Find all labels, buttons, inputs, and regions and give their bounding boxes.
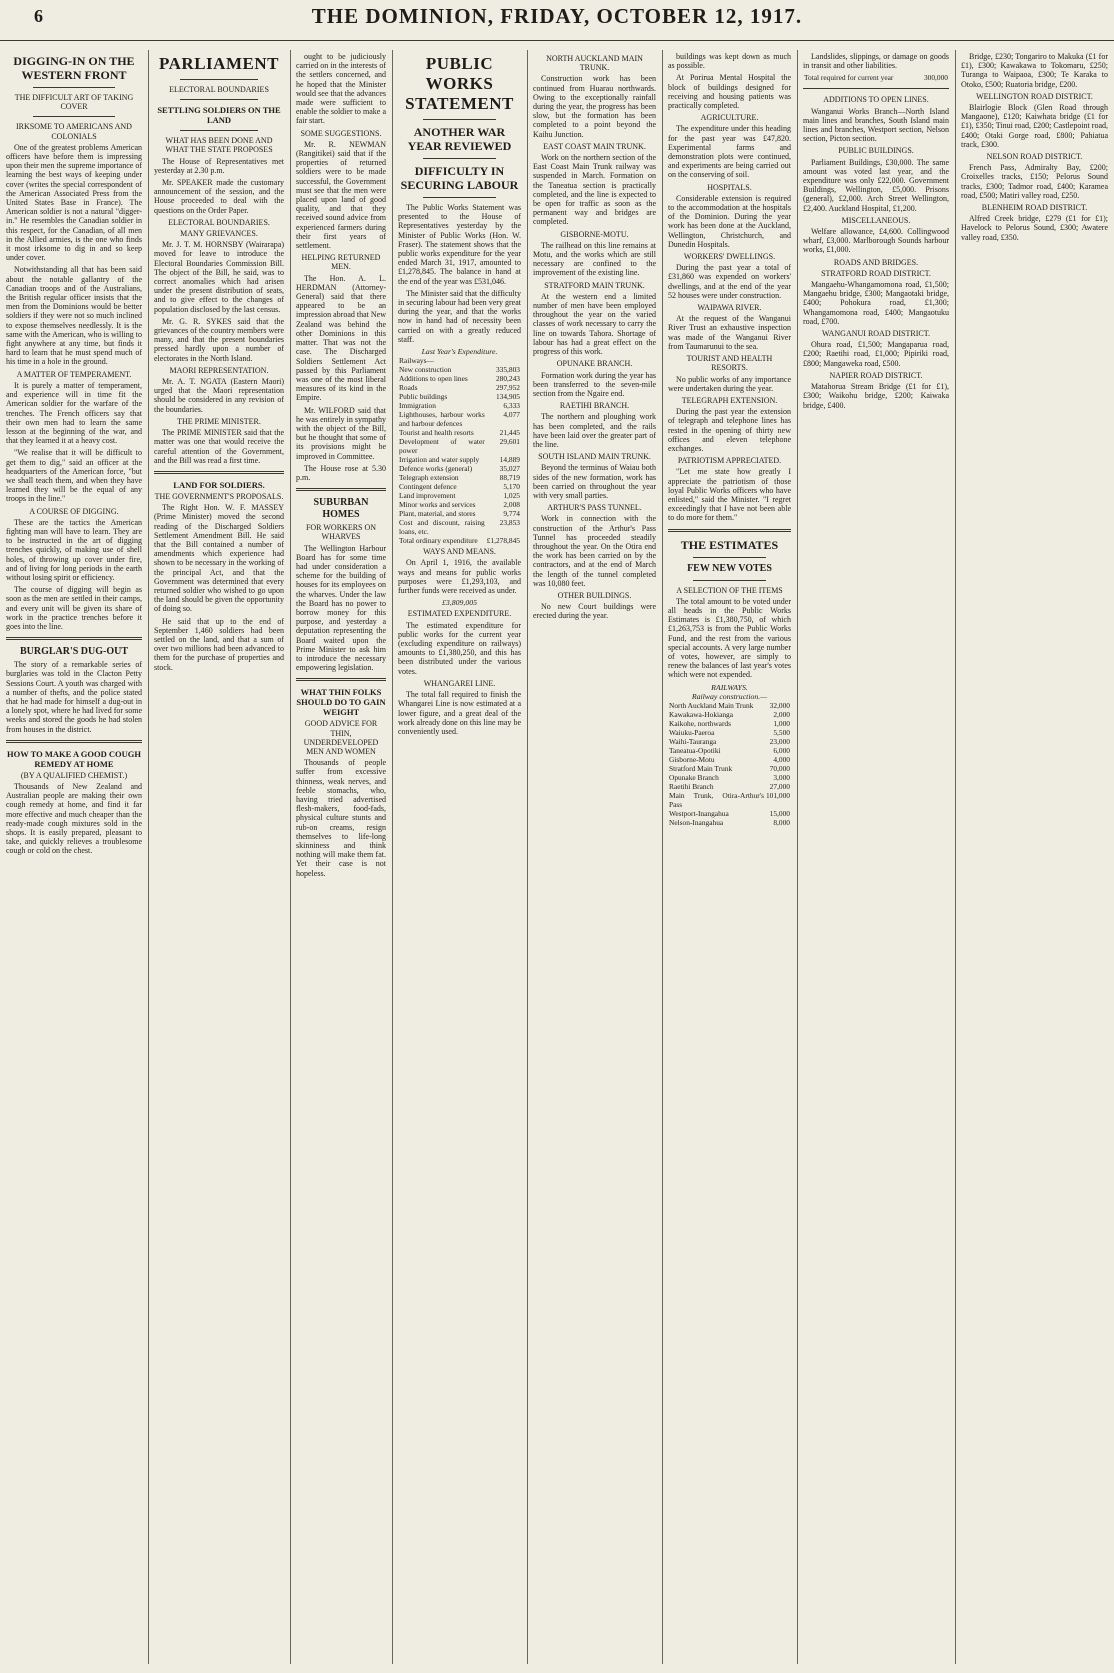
item-amount: 88,719 xyxy=(499,473,520,483)
item-label: Opunake Branch xyxy=(669,772,719,782)
paragraph: Mr. A. T. NGATA (Eastern Maori) urged that the Maori representation should be considered in any revision of the boundaries. xyxy=(154,377,284,414)
item-amount: 280,243 xyxy=(495,374,520,384)
paragraph: The total amount to be voted under all heads in the Public Works Estimates is £1,380,750, of which £1,263,753 is from the Public Works Fund, and the rest from the various special accounts. A very large number of votes, however, are simply to renew the balances of last year's votes which were not expended. xyxy=(668,596,791,680)
section-subhead: WHANGAREI LINE. xyxy=(423,678,496,688)
expenditure-row xyxy=(398,482,521,491)
paragraph: Mr. R. NEWMAN (Rangitikei) said that if the properties of returned soldiers were to be made successful, the Government must see that the men were placed upon land of good quality, and that they received sound advice from experienced farmers during their first years of settlement. xyxy=(296,139,386,251)
item-label: Irrigation and water supply xyxy=(399,455,480,465)
expenditure-row xyxy=(398,365,521,374)
section-subhead: WAIPAWA RIVER. xyxy=(697,303,762,313)
item-label: Raetihi Branch xyxy=(669,781,714,791)
section-subhead: WELLINGTON ROAD DISTRICT. xyxy=(976,91,1093,101)
divider xyxy=(154,471,284,474)
item-label: Lighthouses, harbour works and harbour defences xyxy=(399,410,485,429)
expenditure-row xyxy=(398,392,521,401)
paragraph: On April 1, 1916, the available ways and means for public works purposes were £1,293,103, and further funds were received as under. xyxy=(398,558,521,596)
column-4 xyxy=(398,52,521,1662)
table-caption: RAILWAYS. xyxy=(711,682,748,692)
divider xyxy=(423,119,497,120)
expenditure-row xyxy=(398,518,521,536)
item-amount: 5,170 xyxy=(503,482,520,492)
expenditure-row xyxy=(398,356,521,365)
section-subhead: PUBLIC BUILDINGS. xyxy=(838,146,914,156)
item-amount: 134,905 xyxy=(495,392,520,402)
article-headline: SUBURBAN HOMES xyxy=(313,497,369,521)
item-amount: £1,278,845 xyxy=(486,536,520,546)
item-amount: 8,000 xyxy=(773,817,790,827)
item-label: Cost and discount, raising loans, etc. xyxy=(399,518,485,537)
item-label: Kawakawa-Hokianga xyxy=(669,709,734,719)
newspaper-title: THE DOMINION, FRIDAY, OCTOBER 12, 1917. xyxy=(311,4,803,28)
item-amount: 32,000 xyxy=(769,700,790,710)
railway-row xyxy=(668,719,791,728)
paragraph: No new Court buildings were erected during the year. xyxy=(533,602,656,621)
paragraph: During the past year the extension of telegraph and telephone lines has rested in the opening of thirty new offices and eleven telephone exchanges. xyxy=(668,407,791,453)
paragraph: One of the greatest problems American officers have before them is impressing upon their men the supreme importance of learning the best ways of keeping under cover (writes the special correspondent of the American Associated Press from the United States Base in France). The American soldier is not a natural "digger-in." He resembles the Canadian soldier in this respect, for the Canadian, of all men in the Allied armies, is the one who finds it most irksome to dig in and so keep under cover. xyxy=(6,142,142,263)
section-subhead: SOME SUGGESTIONS. xyxy=(300,128,382,138)
paragraph: Considerable extension is required to the accommodation at the hospitals of the Dominion. During the year work has been done at the Auckland, Wellington, Christchurch, and Dunedin Hospitals. xyxy=(668,193,791,249)
railway-estimates-table xyxy=(668,701,791,827)
paragraph: Welfare allowance, £4,600. Collingwood wharf, £3,000. Marlborough Sounds harbour works, £1,000. xyxy=(803,227,949,255)
article-subhead: IRKSOME TO AMERICANS AND COLONIALS xyxy=(16,122,132,141)
paragraph: It is purely a matter of temperament, and experience will in time fit the American soldier for the warfare of the trenches. The French officers say that their own men had to learn the same lesson at the beginning of the war, and that they learned it at a heavy cost. xyxy=(6,380,142,446)
item-amount: 2,000 xyxy=(773,709,790,719)
item-label: Kaikohe, northwards xyxy=(669,718,731,728)
divider xyxy=(33,87,115,88)
item-amount: 9,774 xyxy=(503,509,520,519)
paragraph: Bridge, £230; Tongariro to Makuka (£1 for £1), £300; Kawakawa to Tokomaru, £250; Turanga to Waipaoa, £300; Te Karaka to Otoko, £500; Ruatoria bridge, £200. xyxy=(961,52,1108,89)
item-label: Railways— xyxy=(399,356,434,366)
section-subhead: RAETIHI BRANCH. xyxy=(559,401,630,411)
expenditure-row xyxy=(398,437,521,455)
item-amount: 2,008 xyxy=(503,500,520,510)
item-amount: 4,000 xyxy=(773,754,790,764)
item-amount: 23,000 xyxy=(769,736,790,746)
railway-row xyxy=(668,782,791,791)
item-label: Minor works and services xyxy=(399,500,476,510)
article-headline: BURGLAR'S DUG-OUT xyxy=(19,646,129,658)
railway-row xyxy=(668,746,791,755)
paragraph: The northern and ploughing work has been completed, and the rails have been laid over the greater part of the line. xyxy=(533,412,656,449)
paragraph: The course of digging will begin as soon as the men are settled in their camps, and every unit will be given its share of work in the practice trenches before it goes into the line. xyxy=(6,585,142,631)
section-subhead: OTHER BUILDINGS. xyxy=(557,590,632,600)
paragraph: buildings was kept down as much as possible. xyxy=(668,52,791,71)
paragraph: Alfred Creek bridge, £279 (£1 for £1); Havelock to Pelorus Sound, £300; Awatere valley road, £350. xyxy=(961,214,1108,242)
paragraph: "Let me state how greatly I appreciate the patriotism of those loyal Public Works officers who have enlisted," said the Minister. "I regret exceedingly that I have not been able to do more for them." xyxy=(668,467,791,523)
paragraph: During the past year a total of £31,860 was expended on workers' dwellings, and at the end of the year 52 houses were under construction. xyxy=(668,263,791,300)
item-amount: 335,803 xyxy=(495,365,520,375)
item-amount: 14,889 xyxy=(499,455,520,465)
paragraph: At Porirua Mental Hospital the block of buildings designed for receiving and housing patients was practically completed. xyxy=(668,73,791,111)
railway-row xyxy=(668,764,791,773)
item-amount: 15,000 xyxy=(769,808,790,818)
article-headline: THE ESTIMATES xyxy=(680,537,779,552)
section-subhead: THE GOVERNMENT'S PROPOSALS. xyxy=(154,491,284,501)
railway-row xyxy=(668,737,791,746)
section-subhead: SOUTH ISLAND MAIN TRUNK. xyxy=(538,452,651,462)
item-label: Development of water power xyxy=(399,437,485,456)
article-subhead: FOR WORKERS ON WHARVES xyxy=(305,523,377,542)
column-6 xyxy=(668,52,791,1662)
item-amount: 300,000 xyxy=(923,73,948,83)
item-label: Defence works (general) xyxy=(399,464,473,474)
item-label: Taneatua-Opotiki xyxy=(669,745,721,755)
paragraph: Beyond the terminus of Waiau both sides of the new formation, work has been carried on throughout the year with very small parties. xyxy=(533,463,656,500)
item-amount: 6,333 xyxy=(503,401,520,411)
section-subhead: WORKERS' DWELLINGS. xyxy=(683,252,776,262)
divider xyxy=(6,740,142,743)
item-label: Main Trunk, Otira-Arthur's Pass xyxy=(669,790,764,809)
column-rule xyxy=(955,50,956,1664)
expenditure-row xyxy=(398,401,521,410)
paragraph: Matahorua Stream Bridge (£1 for £1), £300; Waikohu bridge, £200; Kaiwaka bridge, £400. xyxy=(803,382,949,410)
column-1 xyxy=(6,52,142,1662)
paragraph: French Pass, Admiralty Bay, £200; Croixelles tracks, £150; Pelorus Sound tracks, £300; Tadmor road, £400; Karamea road, £500; Matiri valley road, £250. xyxy=(961,163,1108,200)
article-headline: HOW TO MAKE A GOOD COUGH REMEDY AT HOME xyxy=(7,748,141,769)
expenditure-row xyxy=(398,410,521,428)
section-subhead: TELEGRAPH EXTENSION. xyxy=(681,395,778,405)
paragraph: Formation work during the year has been transferred to the seven-mile section from the Ngaire end. xyxy=(533,370,656,398)
item-label: New construction xyxy=(399,365,452,375)
divider xyxy=(693,557,767,558)
section-subhead: MISCELLANEOUS. xyxy=(841,215,911,225)
section-subhead: ARTHUR'S PASS TUNNEL. xyxy=(547,503,642,513)
item-label: Waiuku-Paeroa xyxy=(669,727,715,737)
paragraph: At the request of the Wanganui River Trust an exhaustive inspection was made of the Wanganui River from Taumarunui to the sea. xyxy=(668,314,791,351)
column-rule xyxy=(662,50,663,1664)
section-subhead: A COURSE OF DIGGING. xyxy=(29,506,119,516)
article-subhead: THE DIFFICULT ART OF TAKING COVER xyxy=(14,93,134,112)
section-subhead: GISBORNE-MOTU. xyxy=(560,229,629,239)
paragraph: At the western end a limited number of men have been employed throughout the year on the varied classes of work necessary to carry the line on towards Tahora. Shortage of labour has had a great effect on the progress of this work. xyxy=(533,291,656,357)
paragraph: The Wellington Harbour Board has for some time had under consideration a scheme for the building of houses for its employees on the wharves. Under the law the Board has no power to borrow money for this purpose, and yesterday a deputation representing the Board waited upon the Prime Minister to ask him to introduce the necessary empowering legislation. xyxy=(296,543,386,673)
paragraph: ought to be judiciously carried on in the interests of the settlers concerned, and he hoped that the Minister would see that the advances made were sufficient to enable the soldier to make a fair start. xyxy=(296,52,386,126)
article-headline: ANOTHER WAR YEAR REVIEWED xyxy=(407,125,512,153)
section-subhead: EAST COAST MAIN TRUNK. xyxy=(543,141,646,151)
table-caption: Last Year's Expenditure. xyxy=(421,347,498,357)
item-amount: 5,500 xyxy=(773,727,790,737)
paragraph: The Hon. A. L. HERDMAN (Attorney-General) said that there appeared to be an impression abroad that New Zealand was behind the other Dominions in this matter. That was not the case. The Discharged Soldiers Settlement Act passed by this Parliament was one of the most liberal measures of its kind in the Empire. xyxy=(296,273,386,403)
section-subhead: ROADS AND BRIDGES. xyxy=(833,257,919,267)
divider xyxy=(693,580,767,581)
expenditure-row xyxy=(398,428,521,437)
expenditure-row xyxy=(398,500,521,509)
divider xyxy=(668,529,791,532)
paragraph: The expenditure under this heading for the past year was £47,820. Experimental farms and demonstration plots were continued, and experiments are being carried out on the conserving of soil. xyxy=(668,124,791,180)
paragraph: No public works of any importance were undertaken during the year. xyxy=(668,374,791,393)
paragraph: Wanganui Works Branch—North Island main lines and branches, South Island main lines and branches, Westport section, Nelson section, Picton section. xyxy=(803,106,949,144)
item-label: Waihi-Tauranga xyxy=(669,736,717,746)
article-subhead: GOOD ADVICE FOR THIN, UNDERDEVELOPED MEN AND WOMEN xyxy=(303,719,379,756)
article-subhead: WHAT HAS BEEN DONE AND WHAT THE STATE PROPOSES xyxy=(165,136,273,155)
paragraph: Thousands of people suffer from excessive thinness, weak nerves, and feeble stomachs, who, having tried advertised flesh-makers, food-fads, physical culture stunts and rub-on creams, resign themselves to life-long skinniness and think nothing will make them fat. Yet their case is not hopeless. xyxy=(296,758,386,878)
railway-row xyxy=(668,728,791,737)
paragraph: Work in connection with the construction of the Arthur's Pass Tunnel has proceeded steadily throughout the year. On the Otira end the work has been carried on by the contractors, and at the end of March the length of the tunnel completed was 10,080 feet. xyxy=(533,514,656,588)
item-label: Total required for current year xyxy=(804,73,894,83)
item-amount: 27,000 xyxy=(769,781,790,791)
paragraph: Mr. J. T. M. HORNSBY (Wairarapa) moved for leave to introduce the Electoral Boundaries Commission Bill. The object of the Bill, he said, was to correct anomalies which had arisen under the present distribution of seats, and to give effect to the changes of population disclosed by the last census. xyxy=(154,240,284,314)
column-rule xyxy=(148,50,149,1664)
item-amount: 35,027 xyxy=(499,464,520,474)
section-subhead: ADDITIONS TO OPEN LINES. xyxy=(823,95,929,105)
divider xyxy=(180,79,258,80)
column-rule xyxy=(797,50,798,1664)
column-7 xyxy=(803,52,949,1662)
article-headline: FEW NEW VOTES xyxy=(687,562,772,574)
expenditure-row xyxy=(398,491,521,500)
railway-row xyxy=(668,755,791,764)
article-subhead: SETTLING SOLDIERS ON THE LAND xyxy=(157,105,281,126)
section-subhead: NAPIER ROAD DISTRICT. xyxy=(829,370,923,380)
section-subhead: OPUNAKE BRANCH. xyxy=(556,359,633,369)
divider xyxy=(296,488,386,491)
paragraph: Parliament Buildings, £30,000. The same amount was voted last year, and the expenditure was only £22,000. Government Buildings, Wellington, £5,000. Prisons (general), £2,000. Arch Street Wellington, £2,400. Auckland Hospital, £1,200. xyxy=(803,157,949,213)
divider xyxy=(33,116,115,117)
item-amount: 297,952 xyxy=(495,383,520,393)
section-subhead: NORTH AUCKLAND MAIN TRUNK. xyxy=(546,54,643,73)
expenditure-row xyxy=(398,374,521,383)
item-label: Total ordinary expenditure xyxy=(399,536,478,546)
item-label: Plant, material, and stores xyxy=(399,509,476,519)
section-subhead: MAORI REPRESENTATION. xyxy=(169,365,269,375)
expenditure-row xyxy=(398,536,521,545)
article-headline: PARLIAMENT xyxy=(159,54,279,73)
item-amount: 1,025 xyxy=(503,491,520,501)
item-amount: 6,000 xyxy=(773,745,790,755)
divider xyxy=(296,678,386,681)
section-subhead: ELECTORAL BOUNDARIES. xyxy=(168,217,270,227)
paragraph: Landslides, slippings, or damage on goods in transit and other liabilities. xyxy=(803,52,949,71)
section-subhead: ESTIMATED EXPENDITURE. xyxy=(407,609,512,619)
paragraph: The railhead on this line remains at Motu, and the works which are still necessary are confined to the improvement of the existing line. xyxy=(533,240,656,278)
item-label: North Auckland Main Trunk xyxy=(669,700,754,710)
column-3 xyxy=(296,52,386,1662)
item-amount: 4,077 xyxy=(503,410,520,420)
page-number: 6 xyxy=(34,6,43,26)
item-amount: 3,000 xyxy=(773,772,790,782)
expenditure-row xyxy=(398,473,521,482)
paragraph: Notwithstanding all that has been said about the notable gallantry of the Canadian troops and of the Australians, the British regular officer insists that the men from the Dominions would be better soldiers if they were not so much inclined to expose themselves needlessly. It is the same with the American, who is willing to fight anywhere at any time, but finds it hard to learn that he must spend much of his time in a hole in the ground. xyxy=(6,265,142,367)
railway-row xyxy=(668,773,791,782)
masthead xyxy=(0,0,1114,41)
railway-row xyxy=(668,809,791,818)
item-label: Westport-Inangahua xyxy=(669,808,729,818)
section-subhead: STRATFORD MAIN TRUNK. xyxy=(544,280,645,290)
paragraph: The Right Hon. W. F. MASSEY (Prime Minister) moved the second reading of the Discharged Soldiers Settlement Amendment Bill. He said that the Bill contained a number of amendments which experience had shown to be necessary in the working of the principal Act, and that the Government was determined that every returned soldier who wished to go upon the land should be given the opportunity of doing so. xyxy=(154,503,284,614)
paragraph: The estimated expenditure for public works for the current year (excluding expenditure on railways) amounts to £1,380,250, and this has been distributed under the various votes. xyxy=(398,620,521,676)
item-amount: 29,601 xyxy=(499,437,520,447)
paragraph: "We realise that it will be difficult to get them to dig," said an officer at the headquarters of the American force, "but we shall teach them, and when they have learned they will be the equal of any troops in the line." xyxy=(6,448,142,504)
paragraph: Mr. G. R. SYKES said that the grievances of the country members were many, and that the present boundaries pressed hardly upon a number of electorates in the North Island. xyxy=(154,316,284,363)
paragraph: The House of Representatives met yesterday at 2.30 p.m. xyxy=(154,156,284,175)
section-subhead: STRATFORD ROAD DISTRICT. xyxy=(821,268,931,278)
item-label: Roads xyxy=(399,383,418,393)
item-label: Additions to open lines xyxy=(399,374,468,384)
section-subhead: TOURIST AND HEALTH RESORTS. xyxy=(686,354,773,373)
paragraph: Thousands of New Zealand and Australian people are making their own cough remedy at home, and find it far more effective and much cheaper than the ready-made cough mixtures sold in the shops. It is easily prepared, pleasant to take, and quickly relieves a troublesome cough or cold on the chest. xyxy=(6,782,142,856)
item-label: Telegraph extension xyxy=(399,473,459,483)
paragraph: The Minister said that the difficulty in securing labour had been very great during the year, and that the works now in hand had of necessity been carried on with a greatly reduced staff. xyxy=(398,288,521,344)
section-subhead: NELSON ROAD DISTRICT. xyxy=(986,152,1083,162)
divider xyxy=(423,197,497,198)
article-subhead: ELECTORAL BOUNDARIES xyxy=(169,85,269,94)
section-subhead: THE PRIME MINISTER. xyxy=(177,416,261,426)
paragraph: The total fall required to finish the Whangarei Line is now estimated at a lower figure, and a great deal of the work already done on this line may be conveniently used. xyxy=(398,690,521,736)
section-subhead: WANGANUI ROAD DISTRICT. xyxy=(821,329,931,339)
column-8 xyxy=(961,52,1108,1662)
paragraph: Mr. SPEAKER made the customary announcement of the session, and the House proceeded to deal with the questions on the Order Paper. xyxy=(154,178,284,215)
expenditure-row xyxy=(398,464,521,473)
column-2 xyxy=(154,52,284,1662)
article-headline: WHAT THIN FOLKS SHOULD DO TO GAIN WEIGHT xyxy=(296,687,386,718)
article-headline: DIFFICULTY IN SECURING LABOUR xyxy=(400,164,519,192)
paragraph: The Public Works Statement was presented to the House of Representatives yesterday by the Minister of Public Works (Hon. W. Fraser). The statement shows that the public works expenditure for the year ended March 31, 1917, amounted to £1,278,845. The balance in hand at the end of the year was £531,046. xyxy=(398,203,521,286)
item-label: Gisborne-Motu xyxy=(669,754,715,764)
section-subhead: MANY GRIEVANCES. xyxy=(180,229,258,239)
divider xyxy=(180,99,258,100)
article-headline: PUBLIC WORKS STATEMENT xyxy=(405,54,514,113)
item-label: Tourist and health resorts xyxy=(399,428,474,438)
item-amount: 1,000 xyxy=(773,718,790,728)
paragraph: He said that up to the end of September 1,460 soldiers had been settled on the land, and that a sum of over two millions had been advanced to them for the purchase of properties and stock. xyxy=(154,616,284,672)
railway-row xyxy=(668,818,791,827)
divider xyxy=(423,158,497,159)
item-label: Immigration xyxy=(399,401,436,411)
paragraph: Ohura road, £1,500; Mangaparua road, £200; Raetihi road, £1,000; Pipiriki road, £800; Mangaweka road, £500. xyxy=(803,340,949,368)
item-label: Stratford Main Trunk xyxy=(669,763,733,773)
article-headline: DIGGING-IN ON THE WESTERN FRONT xyxy=(13,54,135,82)
paragraph: The PRIME MINISTER said that the matter was one that would receive the careful attention of the Government, and the Bill was read a first time. xyxy=(154,428,284,465)
article-subhead: A SELECTION OF THE ITEMS xyxy=(676,585,783,595)
liabilities-table xyxy=(803,73,949,82)
item-amount xyxy=(486,356,521,365)
article-headline: LAND FOR SOLDIERS. xyxy=(173,479,265,490)
expenditure-table xyxy=(398,356,521,545)
section-subhead: WAYS AND MEANS. xyxy=(423,547,496,557)
paragraph: Blairlogie Block (Glen Road through Mangaone), £120; Kaiwhata bridge (£1 for £1), £350; Tinui road, £200; Castlepoint road, £400; Otaki Gorge road, £800; Pahiatua track, £300. xyxy=(961,103,1108,149)
railway-row xyxy=(668,791,791,809)
paragraph: Work on the northern section of the East Coast Main Trunk railway was suspended in March. Formation on the Taneatua section is practically completed, and the line is expected to be open for traffic as soon as the permanent way and bridges are completed. xyxy=(533,153,656,227)
divider xyxy=(6,637,142,640)
paragraph: Mr. WILFORD said that he was entirely in sympathy with the object of the Bill, but he thought that some of its provisions might be improved in Committee. xyxy=(296,405,386,461)
section-subhead: BLENHEIM ROAD DISTRICT. xyxy=(981,203,1088,213)
paragraph: The House rose at 5.30 p.m. xyxy=(296,463,386,482)
paragraph: The story of a remarkable series of burglaries was told in the Clacton Petty Sessions Court. A youth was charged with a number of thefts, and the police stated that he had made for himself a dug-out in a lonely spot, where he had lived for some weeks and stored the goods he had stolen from houses in the district. xyxy=(6,660,142,734)
item-amount: 101,000 xyxy=(765,790,790,800)
column-rule xyxy=(392,50,393,1664)
divider xyxy=(180,130,258,131)
column-rule xyxy=(527,50,528,1664)
paragraph: Mangaehu-Whangamomona road, £1,500; Mangaehu bridge, £300; Mangaotaki bridge, £400; Pohokura road, £1,300; Whangamomona road, £400; Mangaotuku road, £700. xyxy=(803,280,949,326)
item-label: Public buildings xyxy=(399,392,448,402)
section-subhead: A MATTER OF TEMPERAMENT. xyxy=(16,369,132,379)
item-label: Nelson-Inangahua xyxy=(669,817,724,827)
byline: (BY A QUALIFIED CHEMIST.) xyxy=(20,770,128,780)
item-amount: 70,000 xyxy=(769,763,790,773)
column-5 xyxy=(533,52,656,1662)
total-figure: £3,809,005 xyxy=(441,598,478,608)
item-label: Contingent defence xyxy=(399,482,457,492)
divider xyxy=(803,88,949,89)
railway-row xyxy=(668,701,791,710)
table-subcaption: Railway construction.— xyxy=(691,691,768,701)
liability-row xyxy=(803,73,949,82)
section-subhead: PATRIOTISM APPRECIATED. xyxy=(677,456,782,466)
paragraph: These are the tactics the American fighting man will have to learn. They are to be instructed in the art of digging trenches quickly, of making use of shell holes, of throwing up cover under fire, and of living for long periods in the earth without losing spirit or efficiency. xyxy=(6,517,142,582)
item-label: Land improvement xyxy=(399,491,456,501)
section-subhead: HOSPITALS. xyxy=(707,182,752,192)
expenditure-row xyxy=(398,455,521,464)
column-rule xyxy=(290,50,291,1664)
expenditure-row xyxy=(398,509,521,518)
section-subhead: HELPING RETURNED MEN. xyxy=(301,253,381,272)
paragraph: Construction work has been continued from Huarau northwards. Owing to the exceptionally rainfall during the year, the progress has been slow, but the formation has been completed to a point beyond the Kaihu Junction. xyxy=(533,74,656,139)
railway-row xyxy=(668,710,791,719)
item-amount: 21,445 xyxy=(499,428,520,438)
expenditure-row xyxy=(398,383,521,392)
item-amount: 23,853 xyxy=(499,518,520,528)
section-subhead: AGRICULTURE. xyxy=(700,113,759,123)
